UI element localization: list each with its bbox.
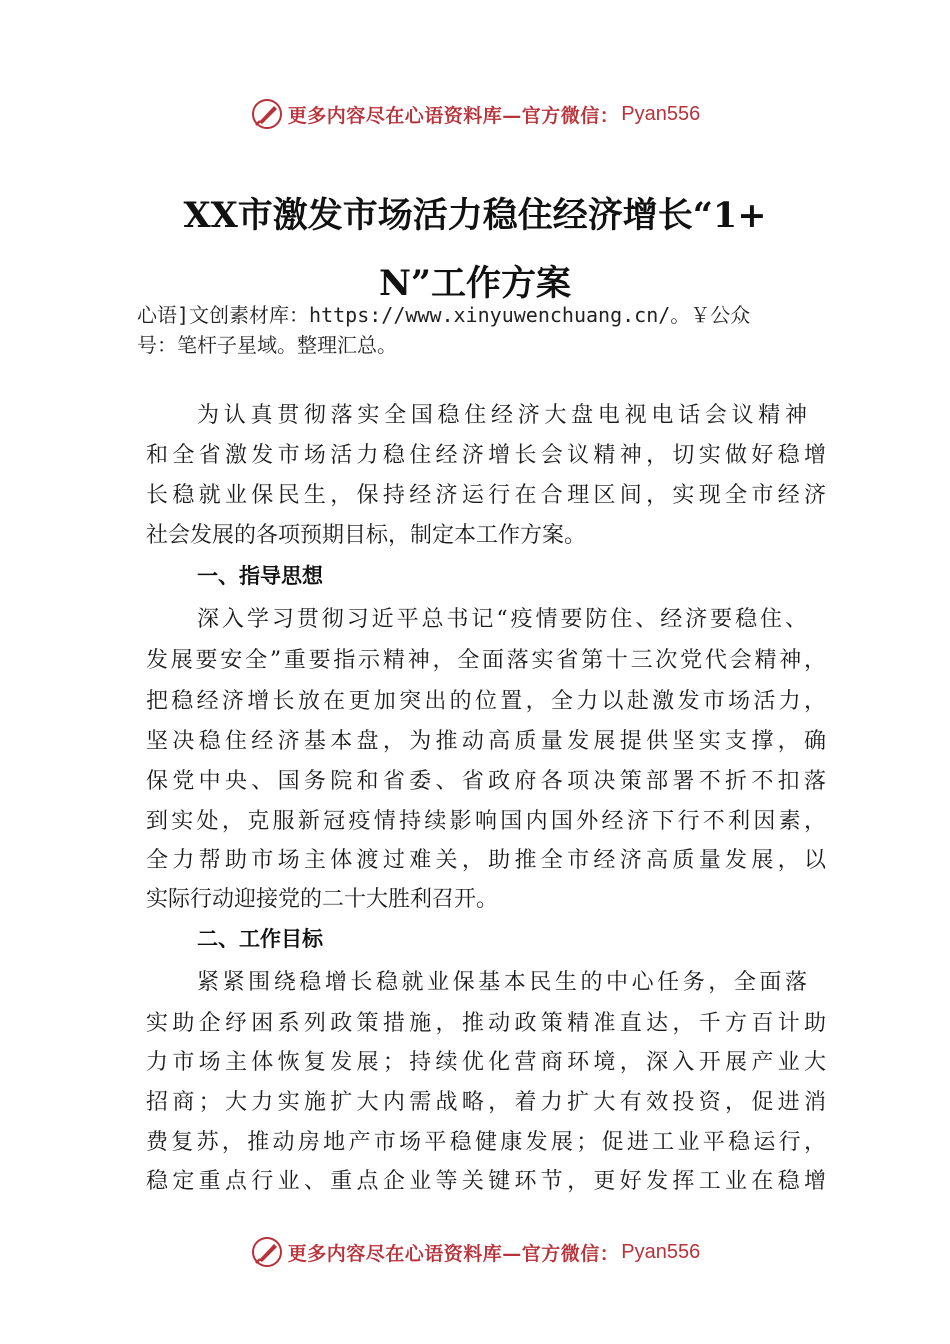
section2-line: 稳定重点行业、重点企业等关键环节，更好发挥工业在稳增 [146, 1169, 826, 1194]
quill-pen-icon [250, 97, 284, 131]
section1-line: 实际行动迎接党的二十大胜利召开。 [146, 887, 499, 912]
banner-text: 更多内容尽在心语资料库—官方微信： [287, 1242, 620, 1265]
intro-line: 社会发展的各项预期目标，制定本工作方案。 [146, 523, 587, 548]
quill-pen-icon [250, 1235, 284, 1269]
section-heading-work-goals: 二、工作目标 [197, 927, 323, 951]
header-banner [0, 92, 950, 136]
intro-line: 长稳就业保民生，保持经济运行在合理区间，实现全市经济 [146, 483, 826, 508]
section1-line: 坚决稳住经济基本盘，为推动高质量发展提供坚实支撑，确 [146, 729, 826, 754]
document-title-line-1: XX市激发市场活力稳住经济增长“1+ [183, 195, 767, 236]
section1-line: 保党中央、国务院和省委、省政府各项决策部署不折不扣落 [146, 769, 826, 794]
section1-line: 到实处，克服新冠疫情持续影响国内国外经济下行不利因素， [146, 809, 826, 834]
section1-line: 全力帮助市场主体渡过难关，助推全市经济高质量发展，以 [146, 848, 826, 873]
document-title-line-2: N”工作方案 [378, 263, 572, 304]
banner-wechat-handle: Pyan556 [621, 1240, 701, 1263]
banner-text: 更多内容尽在心语资料库—官方微信： [287, 104, 620, 127]
section-heading-guiding-ideology: 一、指导思想 [197, 564, 323, 588]
section2-line: 实助企纾困系列政策措施，推动政策精准直达，千方百计助 [146, 1011, 826, 1036]
footer-banner [0, 1230, 950, 1274]
section2-line: 费复苏，推动房地产市场平稳健康发展；促进工业平稳运行， [146, 1130, 826, 1155]
intro-line: 和全省激发市场活力稳住经济增长会议精神，切实做好稳增 [146, 443, 826, 468]
section1-line: 深入学习贯彻习近平总书记“疫情要防住、经济要稳住、 [197, 607, 807, 632]
source-note-line-2: 号：笔杆子星域。整理汇总。 [137, 333, 397, 357]
section2-line: 紧紧围绕稳增长稳就业保基本民生的中心任务，全面落 [197, 970, 807, 995]
section2-line: 力市场主体恢复发展；持续优化营商环境，深入开展产业大 [146, 1050, 826, 1075]
source-note-line-1: 心语]文创素材库：https://www.xinyuwenchuang.cn/。￥公众 [137, 303, 751, 327]
intro-line: 为认真贯彻落实全国稳住经济大盘电视电话会议精神 [197, 403, 807, 428]
section1-line: 发展要安全”重要指示精神，全面落实省第十三次党代会精神， [146, 648, 826, 673]
banner-wechat-handle: Pyan556 [621, 102, 701, 125]
section2-line: 招商；大力实施扩大内需战略，着力扩大有效投资，促进消 [146, 1090, 826, 1115]
section1-line: 把稳经济增长放在更加突出的位置，全力以赴激发市场活力， [146, 689, 826, 714]
